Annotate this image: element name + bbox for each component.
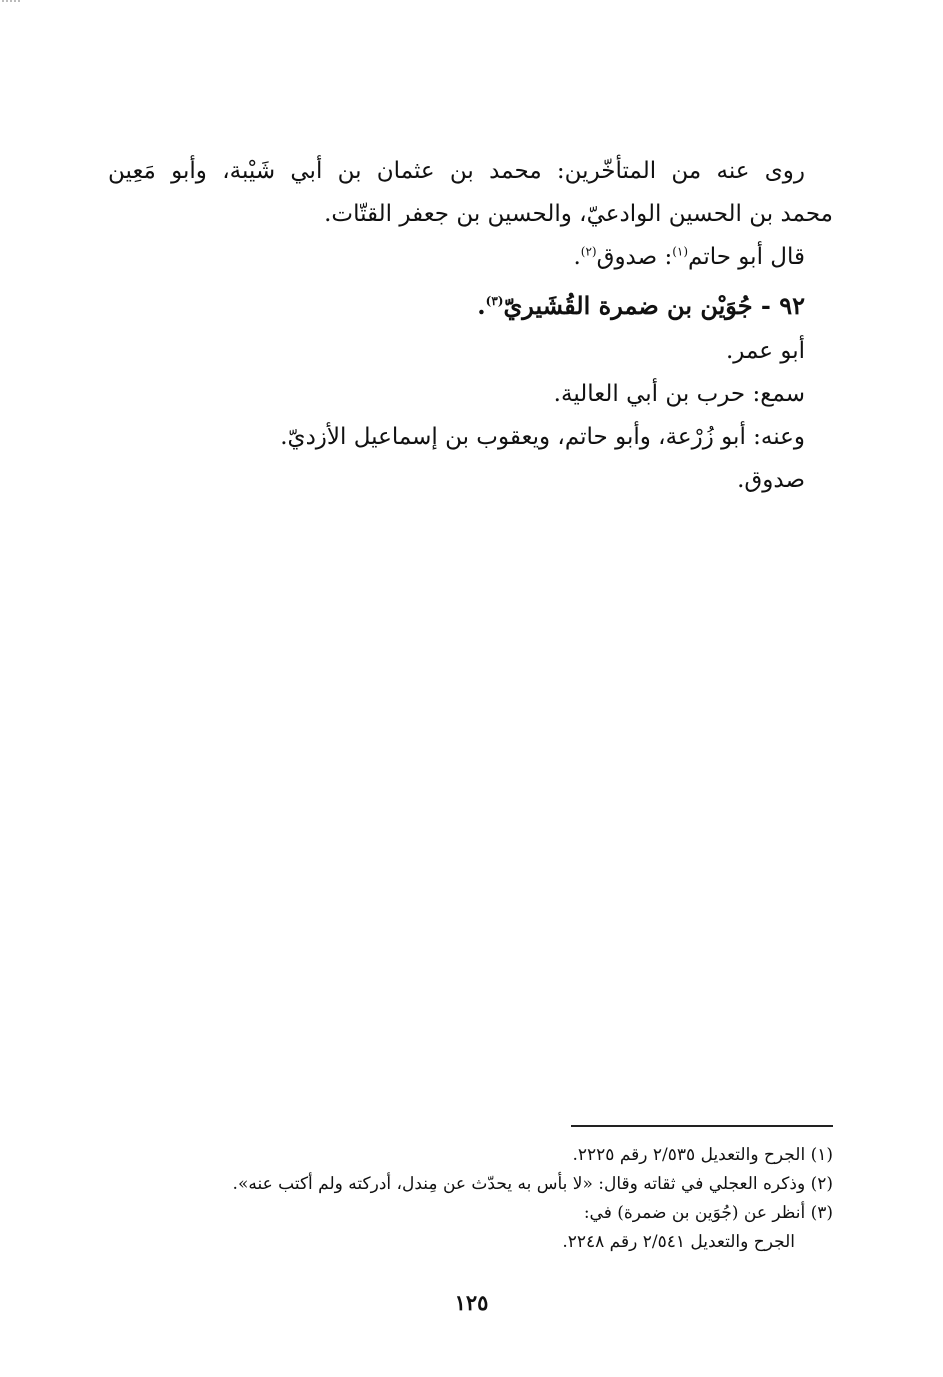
entry-heading-title: ٩٢ - جُوَيْن بن ضمرة القُشَيريّ xyxy=(503,291,805,320)
entry-heading-92 xyxy=(108,284,833,327)
heard-from-line: سمع: حرب بن أبي العالية. xyxy=(553,381,805,407)
footnote-3: (٣) أنظر عن (جُوَين بن ضمرة) في: xyxy=(583,1203,833,1223)
body-line-2: محمد بن الحسين الوادعيّ، والحسين بن جعفر القتّات. xyxy=(324,201,833,227)
abu-hatim-label: قال أبو حاتم xyxy=(688,244,805,270)
footnotes xyxy=(108,1141,833,1257)
entry-heading-period: . xyxy=(477,291,486,320)
footnote-ref-3[interactable]: (٣) xyxy=(485,294,504,308)
footnote-ref-2[interactable]: (٢) xyxy=(580,244,597,259)
footnote-divider xyxy=(571,1125,833,1127)
abu-hatim-verdict: : صدوق xyxy=(596,244,673,270)
footnote-2: (٢) وذكره العجلي في ثقاته وقال: «لا بأس به يحدّث عن مِندل، أدركته ولم أكتب عنه». xyxy=(232,1174,833,1194)
abu-hatim-line xyxy=(108,236,833,279)
footnote-ref-1[interactable]: (١) xyxy=(672,244,689,259)
footnote-1: (١) الجرح والتعديل ٢/٥٣٥ رقم ٢٢٢٥. xyxy=(572,1145,833,1165)
scan-corner-mark xyxy=(2,0,20,6)
footnote-3-continuation: الجرح والتعديل ٢/٥٤١ رقم ٢٢٤٨. xyxy=(562,1232,795,1252)
narrators-line: وعنه: أبو زُرْعة، وأبو حاتم، ويعقوب بن إسماعيل الأزديّ. xyxy=(280,424,805,450)
kunya-line: أبو عمر. xyxy=(725,338,805,364)
abu-hatim-period: . xyxy=(573,244,581,270)
body-line-1: روى عنه من المتأخّرين: محمد بن عثمان بن أبي شَيْبة، وأبو مَعِين xyxy=(108,158,805,184)
page-number: ١٢٥ xyxy=(454,1290,489,1315)
main-text xyxy=(108,150,833,502)
verdict-line: صدوق. xyxy=(737,467,805,493)
